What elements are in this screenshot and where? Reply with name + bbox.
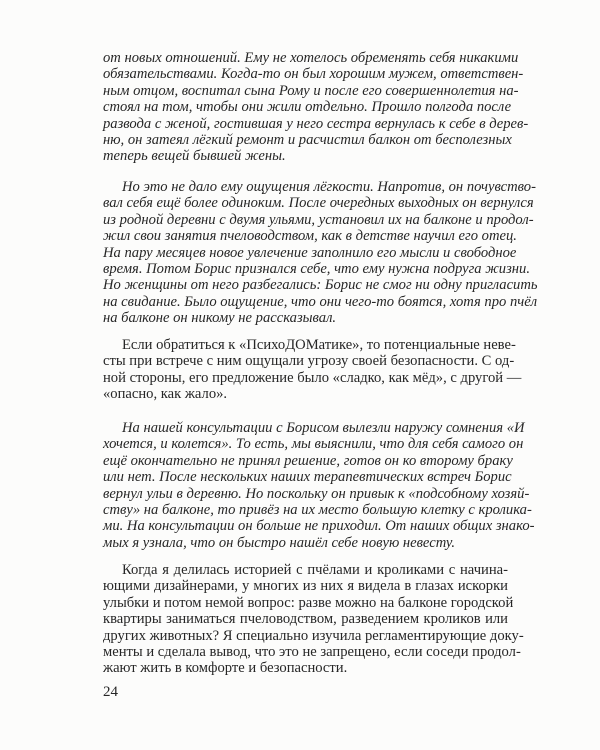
text-line: жил свои занятия пчеловодством, как в детстве научил его отец. <box>103 228 517 245</box>
text-line: или нет. После нескольких наших терапевтических встреч Борис <box>103 469 512 486</box>
text-line: ещё окончательно не принял решение, готов он ко второму браку <box>103 452 513 469</box>
text-line: Когда я делилась историей с пчёлами и кроликами с начина- <box>122 562 508 578</box>
text-line: мых я узнала, что он быстро нашёл себе новую невесту. <box>103 534 456 551</box>
text-line: теперь вещей бывшей жены. <box>103 148 286 165</box>
text-line: ной стороны, его предложение было «сладко, как мёд», с другой — <box>103 369 522 386</box>
text-line: на свидание. Было ощущение, что они чего-то боятся, хотя про пчёл <box>103 293 538 310</box>
text-line: из родной деревни с двумя ульями, установил их на балконе и продол- <box>103 211 534 228</box>
text-line: жают жить в комфорте и безопасности. <box>103 660 348 677</box>
text-line: от новых отношений. Ему не хотелось обременять себя никакими <box>103 50 519 66</box>
text-line: улыбки и потом немой вопрос: разве можно на балконе городской <box>103 594 514 611</box>
paragraph-2 <box>103 179 538 327</box>
text-line: вернул ульи в деревню. Но поскольку он привык к «подсобному хозяй- <box>103 485 530 502</box>
text-line: «опасно, как жало». <box>103 386 228 403</box>
text-line: На нашей консультации с Борисом вылезли наружу сомнения «И <box>122 420 525 436</box>
paragraph-4 <box>103 420 535 551</box>
text-line: на балконе он никому не рассказывал. <box>103 310 337 327</box>
text-line: стоял на том, чтобы они жили отдельно. Прошло полгода после <box>103 99 512 116</box>
text-line: ющими дизайнерами, у многих из них я видела в глазах искорки <box>103 578 508 595</box>
text-line: других животных? Я специально изучила регламентирующие доку- <box>103 627 524 644</box>
text-line: Если обратиться к «ПсихоДОМатике», то потенциальные неве- <box>122 337 516 353</box>
text-line: ству» на балконе, то привёз на их место большую клетку с кролика- <box>103 501 532 518</box>
text-line: ным отцом, воспитал сына Рому и после его совершеннолетия на- <box>103 82 519 99</box>
text-line: хочется, и колется». То есть, мы выяснили, что для себя самого он <box>103 436 524 453</box>
text-line: На пару месяцев новое увлечение заполнило его мысли и свободное <box>103 244 517 261</box>
text-line: время. Потом Борис признался себе, что ему нужна подруга жизни. <box>103 260 530 277</box>
text-line: сты при встрече с ним ощущали угрозу своей безопасности. С од- <box>103 353 515 370</box>
paragraph-5 <box>103 562 524 677</box>
text-line: вал себя ещё более одиноким. После очередных выходных он вернулся <box>103 195 534 212</box>
paragraph-1 <box>103 50 529 165</box>
text-line: развода с женой, гостившая у него сестра вернулась к себе в дерев- <box>103 115 529 132</box>
page-number: 24 <box>103 684 118 700</box>
text-line: Но это не дало ему ощущения лёгкости. Напротив, он почувство- <box>122 179 536 195</box>
text-line: квартиры заниматься пчеловодством, разведением кроликов или <box>103 611 508 628</box>
text-line: ню, он затеял лёгкий ремонт и расчистил балкон от бесполезных <box>103 131 512 148</box>
text-line: обязательствами. Когда-то он был хорошим мужем, ответствен- <box>103 66 524 83</box>
text-line: ми. На консультации он больше не приходил. От наших общих знако- <box>103 518 535 535</box>
text-line: Но женщины от него разбегались: Борис не смог ни одну пригласить <box>103 277 538 294</box>
paragraph-3 <box>103 337 522 403</box>
text-line: менты и сделала вывод, что это не запрещено, если соседи продол- <box>103 643 521 660</box>
